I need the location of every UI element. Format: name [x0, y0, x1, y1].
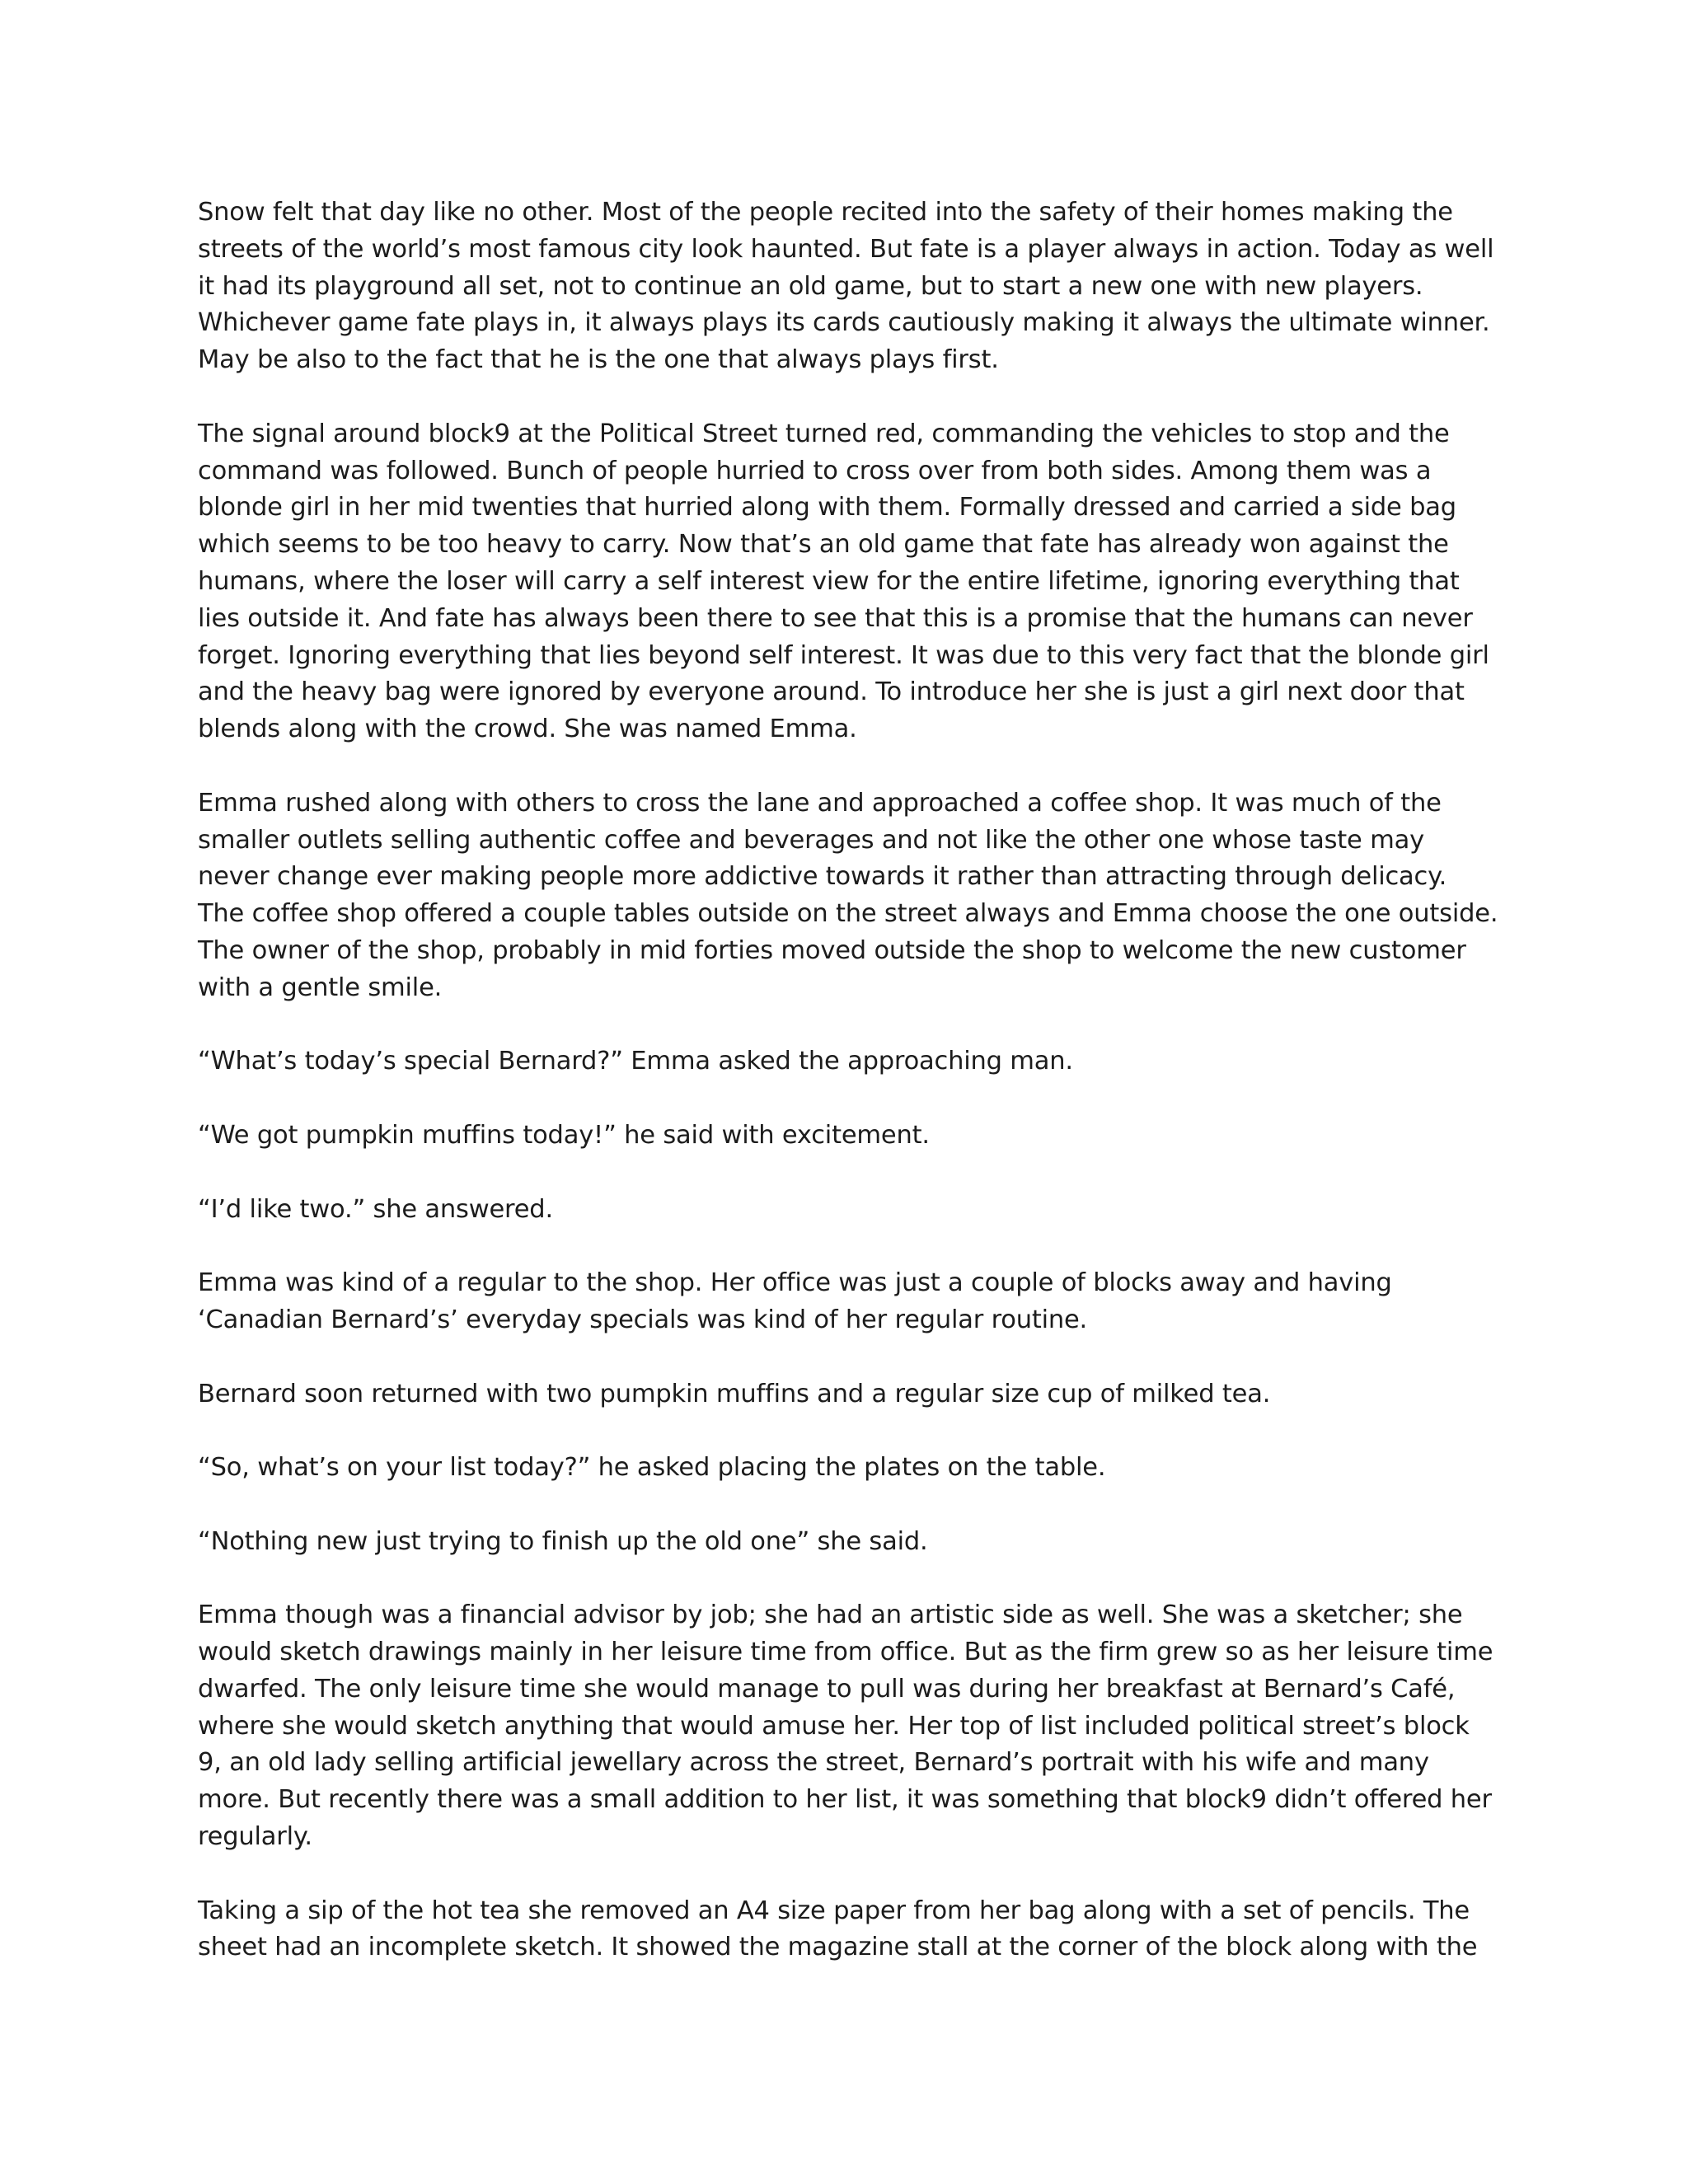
paragraph-6: Emma though was a financial advisor by job; she had an artistic side as well. She was a sketcher; she would sketch drawings mainly in her leisure time from office. But as the firm grew so as her leisure time dwarfed. The only leisure time she would manage to pull was during her breakfast at Bernard’s Café, where she would sketch anything that would amuse her. Her top of list included political street’s block 9, an old lady selling artificial jewellary across the street, Bernard’s portrait with his wife and many more. But recently there was a small addition to her list, it was something that block9 didn’t offered her regularly. [198, 1601, 1493, 1852]
paragraph-3: Emma rushed along with others to cross the lane and approached a coffee shop. It was much of the smaller outlets selling authentic coffee and beverages and not like the other one whose taste may never change ever making people more addictive towards it rather than attracting through delicacy. The coffee shop offered a couple tables outside on the street always and Emma choose the one outside. The owner of the shop, probably in mid forties moved outside the shop to welcome the new customer with a gentle smile. [198, 788, 1498, 1002]
dialogue-5: “Nothing new just trying to finish up the old one” she said. [198, 1526, 928, 1556]
dialogue-1: “What’s today’s special Bernard?” Emma asked the approaching man. [198, 1047, 1073, 1076]
paragraph-1: Snow felt that day like no other. Most of the people recited into the safety of their homes making the streets of the world’s most famous city look haunted. But fate is a player always in action. Today as well it had its playground all set, not to continue an old game, but to start a new one with new players. Whichever game fate plays in, it always plays its cards cautiously making it always the ultimate winner. May be also to the fact that he is the one that always plays first. [198, 198, 1494, 375]
dialogue-3: “I’d like two.” she answered. [198, 1194, 553, 1224]
paragraph-5: Bernard soon returned with two pumpkin muffins and a regular size cup of milked tea. [198, 1379, 1271, 1408]
paragraph-2: The signal around block9 at the Political Street turned red, commanding the vehicles to stop and the command was followed. Bunch of people hurried to cross over from both sides. Among them was a blonde girl in her mid twenties that hurried along with them. Formally dressed and carried a side bag which seems to be too heavy to carry. Now that’s an old game that fate has already won against the humans, where the loser will carry a self interest view for the entire lifetime, ignoring everything that lies outside it. And fate has always been there to see that this is a promise that the humans can never forget. Ignoring everything that lies beyond self interest. It was due to this very fact that the blonde girl and the heavy bag were ignored by everyone around. To introduce her she is just a girl next door that blends along with the crowd. She was named Emma. [198, 419, 1489, 744]
story-text [198, 194, 1500, 1966]
paragraph-4: Emma was kind of a regular to the shop. Her office was just a couple of blocks away and having ‘Canadian Bernard’s’ everyday specials was kind of her regular routine. [198, 1268, 1392, 1334]
dialogue-2: “We got pumpkin muffins today!” he said with excitement. [198, 1120, 930, 1150]
paragraph-7: Taking a sip of the hot tea she removed an A4 size paper from her bag along with a set of pencils. The sheet had an incomplete sketch. It showed the magazine stall at the corner of the block along with the [198, 1896, 1478, 1962]
dialogue-4: “So, what’s on your list today?” he asked placing the plates on the table. [198, 1453, 1106, 1483]
